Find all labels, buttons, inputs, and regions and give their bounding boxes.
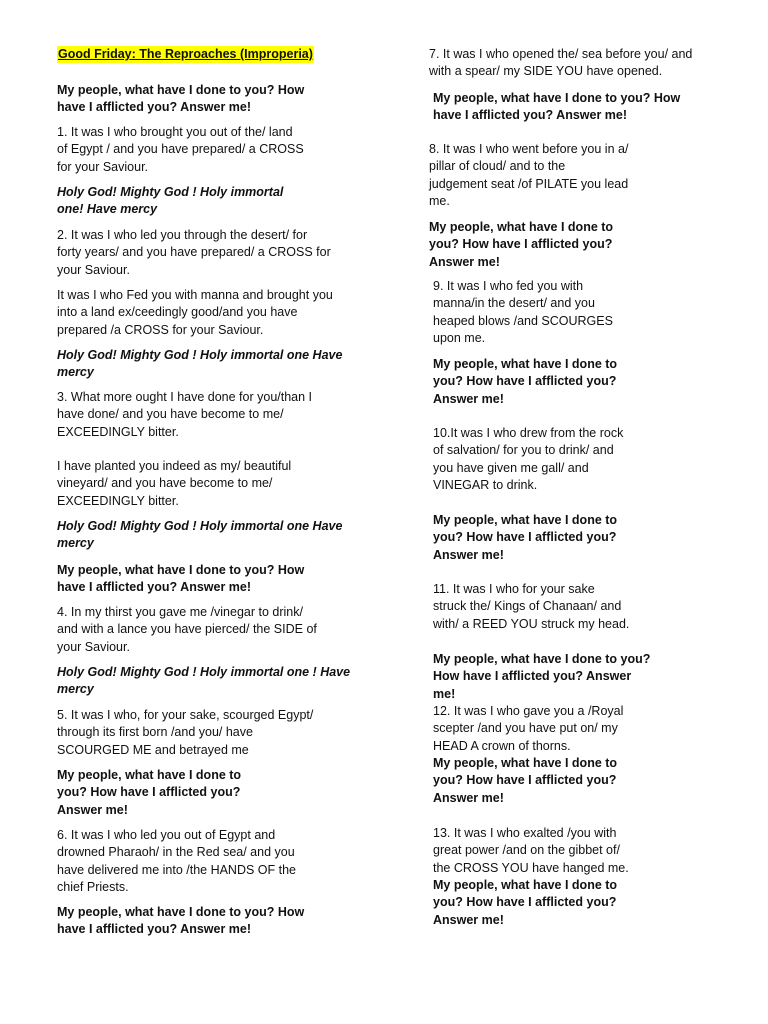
trisagion-block: Holy God! Mighty God ! Holy immortal one Have mercy bbox=[57, 519, 343, 551]
refrain-block: My people, what have I done to you? How have I afflicted you? Answer me! bbox=[429, 220, 614, 269]
refrain-block: My people, what have I done to you? How have I afflicted you? Answer me! bbox=[433, 652, 651, 701]
refrain-block: My people, what have I done to you? How have I afflicted you? Answer me! bbox=[433, 756, 618, 805]
refrain-block: My people, what have I done to you? How have I afflicted you? Answer me! bbox=[433, 91, 681, 123]
reproach-2b: It was I who Fed you with manna and brought you into a land ex/ceedingly good/and you have prepared /a CROSS for your Saviour. bbox=[57, 288, 333, 337]
reproach-1: 1. It was I who brought you out of the/ land of Egypt / and you have prepared/ a CROSS for your Saviour. bbox=[57, 125, 304, 174]
refrain-block: My people, what have I done to you? How have I afflicted you? Answer me! bbox=[57, 563, 305, 595]
refrain-block: My people, what have I done to you? How have I afflicted you? Answer me! bbox=[57, 768, 242, 817]
reproach-10: 10.It was I who drew from the rock of salvation/ for you to drink/ and you have given me gall/ and VINEGAR to drink. bbox=[433, 426, 624, 492]
reproach-13: 13. It was I who exalted /you with great power /and on the gibbet of/ the CROSS YOU have hanged me. bbox=[433, 826, 629, 875]
reproach-3b: I have planted you indeed as my/ beautiful vineyard/ and you have become to me/ EXCEEDINGLY bitter. bbox=[57, 459, 292, 508]
trisagion-block: Holy God! Mighty God ! Holy immortal one Have mercy bbox=[57, 348, 343, 380]
refrain-block: My people, what have I done to you? How have I afflicted you? Answer me! bbox=[433, 357, 618, 406]
page-title: Good Friday: The Reproaches (Improperia) bbox=[58, 47, 313, 61]
refrain-block: My people, what have I done to you? How have I afflicted you? Answer me! bbox=[433, 513, 618, 562]
reproach-4: 4. In my thirst you gave me /vinegar to drink/ and with a lance you have pierced/ the SIDE of your Saviour. bbox=[57, 605, 317, 654]
refrain-block: My people, what have I done to you? How have I afflicted you? Answer me! bbox=[57, 83, 305, 115]
refrain-block: My people, what have I done to you? How have I afflicted you? Answer me! bbox=[57, 905, 305, 937]
reproach-3: 3. What more ought I have done for you/than I have done/ and you have become to me/ EXCEEDINGLY bitter. bbox=[57, 390, 313, 439]
trisagion-block: Holy God! Mighty God ! Holy immortal one ! Have mercy bbox=[57, 665, 351, 697]
trisagion-block: Holy God! Mighty God ! Holy immortal one! Have mercy bbox=[57, 185, 284, 217]
reproach-11: 11. It was I who for your sake struck the/ Kings of Chanaan/ and with/ a REED YOU struck my head. bbox=[433, 582, 630, 631]
reproach-7: 7. It was I who opened the/ sea before you/ and with a spear/ my SIDE YOU have opened. bbox=[429, 47, 693, 79]
refrain-block: My people, what have I done to you? How have I afflicted you? Answer me! bbox=[433, 878, 618, 927]
reproach-6: 6. It was I who led you out of Egypt and drowned Pharaoh/ in the Red sea/ and you have delivered me into /the HANDS OF the chief Priests. bbox=[57, 828, 297, 894]
reproach-12: 12. It was I who gave you a /Royal scepter /and you have put on/ my HEAD A crown of thorns. bbox=[433, 704, 624, 753]
reproach-2: 2. It was I who led you through the desert/ for forty years/ and you have prepared/ a CROSS for your Saviour. bbox=[57, 228, 331, 277]
reproach-8: 8. It was I who went before you in a/ pillar of cloud/ and to the judgement seat /of PILATE you lead me. bbox=[429, 142, 629, 208]
reproach-5: 5. It was I who, for your sake, scourged Egypt/ through its first born /and you/ have SCOURGED ME and betrayed me bbox=[57, 708, 314, 757]
reproach-9: 9. It was I who fed you with manna/in the desert/ and you heaped blows /and SCOURGES upon me. bbox=[433, 279, 613, 345]
